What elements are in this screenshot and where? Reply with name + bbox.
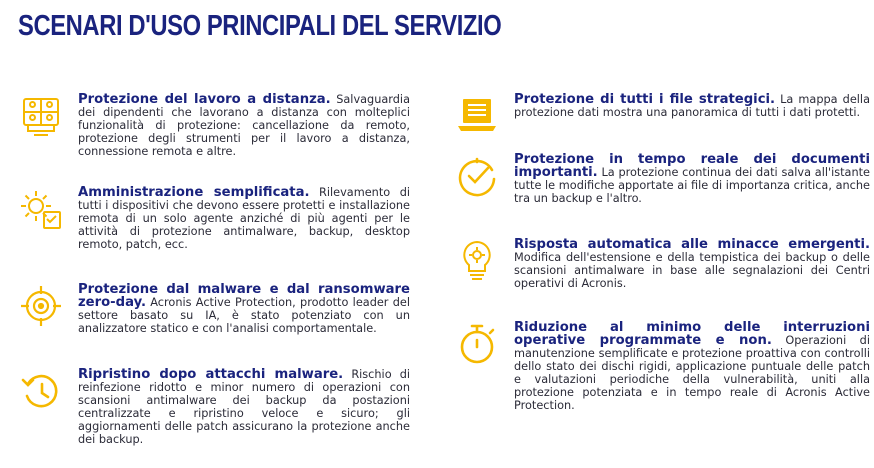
feature-body: Modifica dell'estensione e della tempistica dei backup o delle scansioni antimalware in base alle segnalazioni dei Centri operativi di Acronis. xyxy=(514,251,870,290)
restore-icon xyxy=(18,368,64,414)
lightbulb-gear-icon xyxy=(454,238,500,284)
page-title: SCENARI D'USO PRINCIPALI DEL SERVIZIO xyxy=(18,10,502,42)
feature-text xyxy=(514,238,870,290)
feature-text xyxy=(514,93,870,119)
feature-heading: Amministrazione semplificata. xyxy=(78,185,310,200)
feature-heading: Protezione di tutti i file strategici. xyxy=(514,92,776,107)
feature-heading: Protezione dal malware e dal ransomware zero-day. xyxy=(78,282,410,310)
laptop-document-icon xyxy=(454,93,500,139)
feature-body: Acronis Active Protection, prodotto leader del settore basato su IA, è stato potenziato con un analizzatore statico e con l'analisi comportamentale. xyxy=(78,296,411,335)
feature-text xyxy=(514,321,870,412)
feature-text xyxy=(78,93,410,158)
feature-text xyxy=(78,186,410,251)
feature-heading: Protezione del lavoro a distanza. xyxy=(78,92,331,107)
feature-heading: Ripristino dopo attacchi malware. xyxy=(78,367,344,382)
target-icon xyxy=(18,283,64,329)
feature-body: La mappa della protezione dati mostra una panoramica di tutti i dati protetti. xyxy=(514,93,870,119)
feature-heading: Risposta automatica alle minacce emergenti. xyxy=(514,237,870,252)
feature-body: Operazioni di manutenzione semplificate e protezione proattiva con controlli dello stato dei dischi rigidi, applicazione puntuale delle patch e valutazioni periodiche della vulnerabilità, uniti alla protezione potenziata e in tempo reale di Acronis Active Protection. xyxy=(514,334,870,412)
clock-check-icon xyxy=(454,153,500,199)
remote-work-icon xyxy=(18,93,64,139)
feature-body: Salvaguardia dei dipendenti che lavorano a distanza con molteplici funzionalità di protezione: cancellazione da remoto, protezione degli strumenti per il lavoro a distanza, connessione remota e altre. xyxy=(78,93,410,158)
feature-body: Rilevamento di tutti i dispositivi che devono essere protetti e installazione remota di un solo agente anziché di più agenti per le attività di protezione antimalware, backup, desktop remoto, patch, ecc. xyxy=(78,186,410,251)
feature-heading: Riduzione al minimo delle interruzioni operative programmate e non. xyxy=(514,320,870,348)
feature-text xyxy=(514,153,870,205)
stopwatch-icon xyxy=(454,321,500,367)
feature-heading: Protezione in tempo reale dei documenti importanti. xyxy=(514,152,870,180)
gear-checklist-icon xyxy=(18,186,64,232)
feature-body: Rischio di reinfezione ridotto e minor numero di operazioni con scansioni antimalware dei backup da postazioni centralizzate e ripristino veloce e sicuro; gli aggiornamenti delle patch assicurano la protezione anche dei backup. xyxy=(78,368,411,446)
feature-body: La protezione continua dei dati salva all'istante tutte le modifiche apportate ai file di importanza critica, anche tra un backup e l'altro. xyxy=(514,166,870,205)
feature-text xyxy=(78,283,410,335)
feature-text xyxy=(78,368,410,446)
